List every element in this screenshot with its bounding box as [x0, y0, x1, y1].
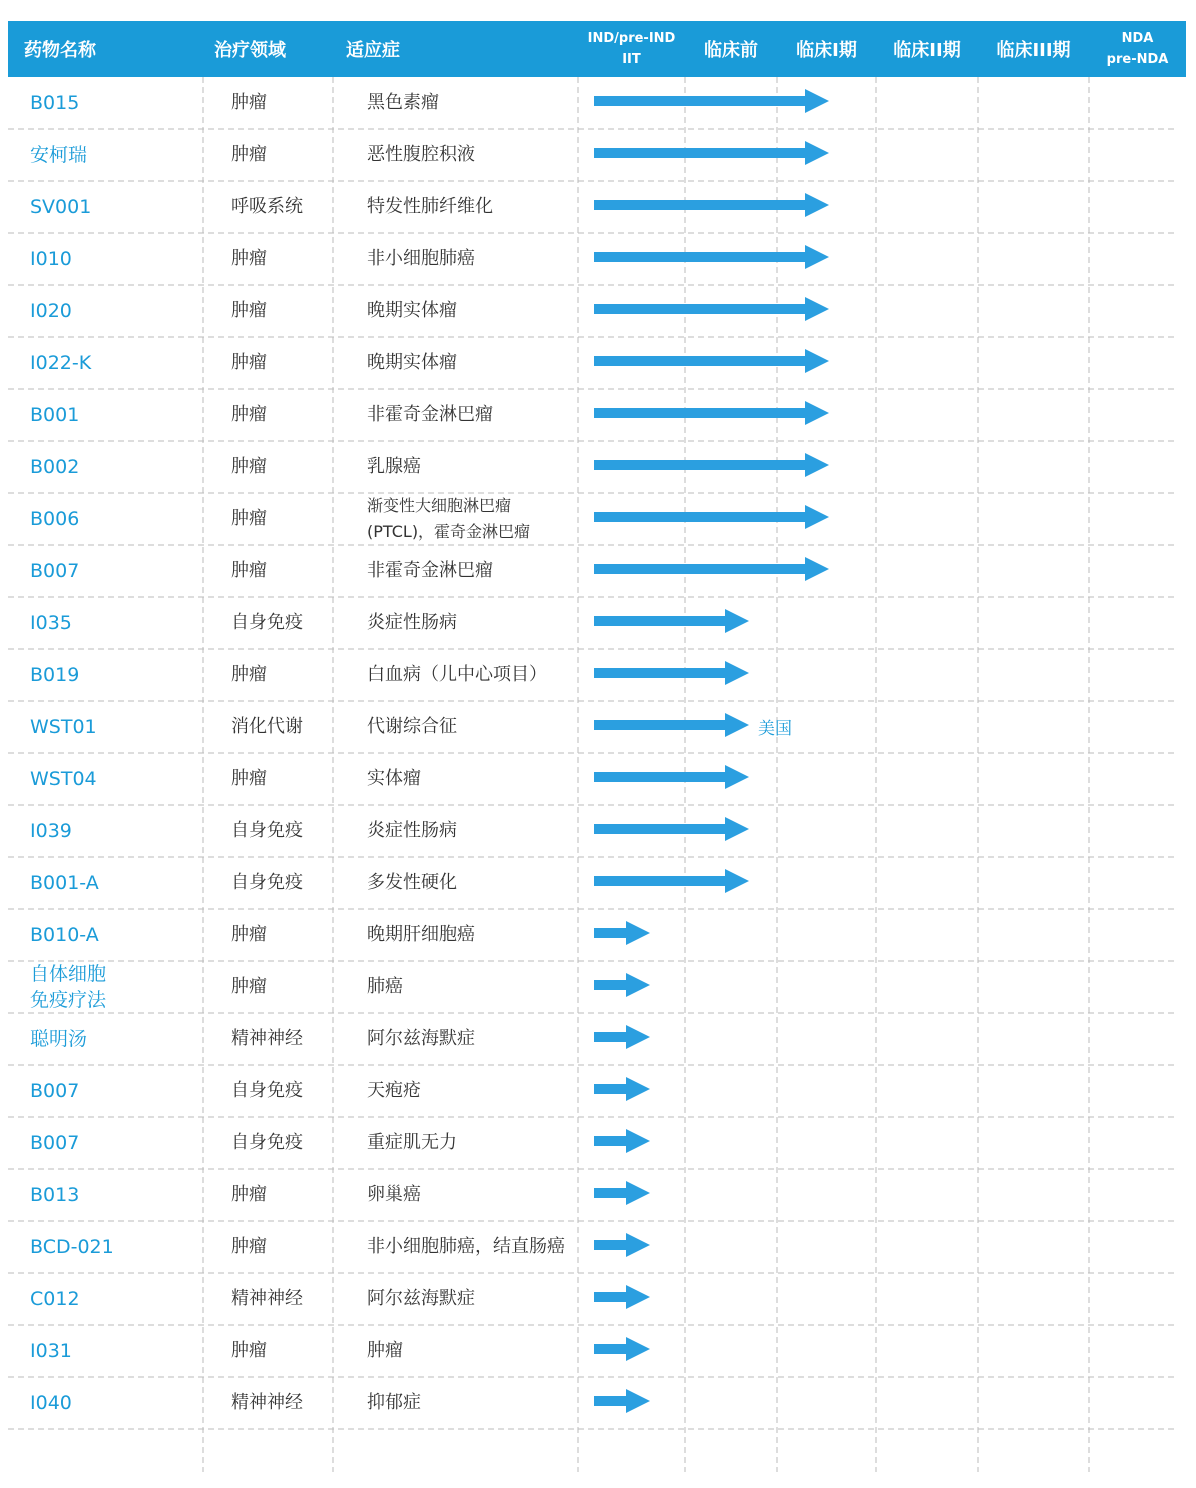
- therapeutic-area-cell: 肿瘤: [231, 1340, 267, 1361]
- stage-arrow: [594, 349, 829, 373]
- stage-arrow: [594, 609, 749, 633]
- stage-arrow: [594, 401, 829, 425]
- indication-cell: 天疱疮: [367, 1080, 421, 1101]
- indication-cell: 非霍奇金淋巴瘤: [367, 404, 493, 425]
- therapeutic-area-cell: 自身免疫: [231, 612, 303, 633]
- region-note: 美国: [758, 719, 792, 739]
- stage-arrow: [594, 1129, 650, 1153]
- drug-name-cell: WST04: [30, 768, 97, 790]
- stage-arrow: [594, 193, 829, 217]
- stage-preclinical-header: 临床前: [704, 40, 758, 61]
- stage-arrow: [594, 453, 829, 477]
- indication-cell: 乳腺癌: [367, 456, 421, 477]
- drug-name-cell: B001-A: [30, 872, 99, 894]
- indication-cell: 肺癌: [367, 976, 403, 997]
- therapeutic-area-cell: 精神神经: [231, 1392, 303, 1413]
- therapeutic-area-cell: 自身免疫: [231, 1080, 303, 1101]
- therapeutic-area-cell: 肿瘤: [231, 144, 267, 165]
- stage-arrow: [594, 1181, 650, 1205]
- drug-name-cell: B013: [30, 1184, 80, 1206]
- indication-cell: 炎症性肠病: [367, 612, 457, 633]
- drug-name-cell: B007: [30, 560, 80, 582]
- drug-name-cell: I031: [30, 1340, 72, 1362]
- drug-name-cell: B001: [30, 404, 80, 426]
- therapeutic-area-cell: 呼吸系统: [231, 196, 303, 217]
- therapeutic-area-cell: 肿瘤: [231, 560, 267, 581]
- stage-arrow: [594, 1025, 650, 1049]
- stage-arrow: [594, 557, 829, 581]
- indication-cell: 炎症性肠病: [367, 820, 457, 841]
- therapeutic-area-cell: 肿瘤: [231, 1184, 267, 1205]
- stage-arrow: [594, 973, 650, 997]
- stage-arrow: [594, 1233, 650, 1257]
- stage-arrow: [594, 297, 829, 321]
- therapeutic-area-cell: 肿瘤: [231, 768, 267, 789]
- indication-cell: 晚期肝细胞癌: [367, 924, 475, 945]
- col-drug-name-header: 药物名称: [24, 40, 96, 61]
- stage-arrow: [594, 765, 749, 789]
- drug-name-cell: SV001: [30, 196, 92, 218]
- indication-cell: 黑色素瘤: [367, 92, 439, 113]
- indication-cell: 渐变性大细胞淋巴瘤 (PTCL)，霍奇金淋巴瘤: [367, 496, 531, 541]
- stage-arrow: [594, 713, 749, 737]
- therapeutic-area-cell: 肿瘤: [231, 924, 267, 945]
- therapeutic-area-cell: 肿瘤: [231, 508, 267, 529]
- drug-name-cell: B010-A: [30, 924, 99, 946]
- drug-name-cell: C012: [30, 1288, 80, 1310]
- drug-name-cell: B007: [30, 1132, 80, 1154]
- therapeutic-area-cell: 消化代谢: [231, 716, 303, 737]
- stage-arrow: [594, 1337, 650, 1361]
- drug-name-cell: B006: [30, 508, 80, 530]
- therapeutic-area-cell: 肿瘤: [231, 1236, 267, 1257]
- drug-name-cell: B019: [30, 664, 80, 686]
- indication-cell: 肿瘤: [367, 1340, 403, 1361]
- stage-nda-header: NDA pre-NDA: [1106, 31, 1169, 67]
- therapeutic-area-cell: 肿瘤: [231, 664, 267, 685]
- indication-cell: 晚期实体瘤: [367, 352, 457, 373]
- stage-phase1-header: 临床I期: [796, 40, 857, 61]
- stage-arrow: [594, 817, 749, 841]
- stage-phase2-header: 临床II期: [893, 40, 961, 61]
- stage-ind-header: IND/pre-IND IIT: [587, 31, 676, 67]
- therapeutic-area-cell: 肿瘤: [231, 404, 267, 425]
- drug-name-cell: 安柯瑞: [30, 144, 88, 166]
- drug-name-cell: I039: [30, 820, 72, 842]
- indication-cell: 抑郁症: [367, 1392, 421, 1413]
- drug-name-cell: 自体细胞 免疫疗法: [30, 963, 107, 1011]
- therapeutic-area-cell: 肿瘤: [231, 352, 267, 373]
- therapeutic-area-cell: 精神神经: [231, 1028, 303, 1049]
- drug-name-cell: WST01: [30, 716, 97, 738]
- therapeutic-area-cell: 肿瘤: [231, 456, 267, 477]
- stage-arrow: [594, 1077, 650, 1101]
- stage-arrow: [594, 89, 829, 113]
- stage-arrow: [594, 1285, 650, 1309]
- drug-name-cell: 聪明汤: [30, 1028, 88, 1050]
- indication-cell: 特发性肺纤维化: [367, 196, 493, 217]
- col-indication-header: 适应症: [346, 40, 400, 61]
- therapeutic-area-cell: 自身免疫: [231, 820, 303, 841]
- indication-cell: 非小细胞肺癌，结直肠癌: [367, 1236, 565, 1257]
- indication-cell: 恶性腹腔积液: [367, 144, 475, 165]
- stage-arrow: [594, 1389, 650, 1413]
- indication-cell: 阿尔兹海默症: [367, 1288, 475, 1309]
- drug-name-cell: I020: [30, 300, 72, 322]
- stage-arrow: [594, 505, 829, 529]
- indication-cell: 代谢综合征: [367, 716, 457, 737]
- therapeutic-area-cell: 精神神经: [231, 1288, 303, 1309]
- indication-cell: 阿尔兹海默症: [367, 1028, 475, 1049]
- therapeutic-area-cell: 肿瘤: [231, 92, 267, 113]
- therapeutic-area-cell: 自身免疫: [231, 872, 303, 893]
- indication-cell: 多发性硬化: [367, 872, 457, 893]
- drug-name-cell: I035: [30, 612, 72, 634]
- stage-arrow: [594, 661, 749, 685]
- drug-name-cell: B002: [30, 456, 80, 478]
- indication-cell: 重症肌无力: [367, 1132, 457, 1153]
- drug-name-cell: BCD-021: [30, 1236, 114, 1258]
- indication-cell: 非小细胞肺癌: [367, 248, 475, 269]
- col-therapeutic-area-header: 治疗领域: [214, 40, 286, 61]
- stage-arrow: [594, 921, 650, 945]
- indication-cell: 白血病（儿中心项目）: [367, 664, 547, 685]
- drug-name-cell: B015: [30, 92, 80, 114]
- drug-name-cell: B007: [30, 1080, 80, 1102]
- stage-arrow: [594, 141, 829, 165]
- stage-phase3-header: 临床III期: [996, 40, 1071, 61]
- indication-cell: 实体瘤: [367, 768, 421, 789]
- drug-name-cell: I040: [30, 1392, 72, 1414]
- drug-name-cell: I010: [30, 248, 72, 270]
- stage-arrow: [594, 245, 829, 269]
- therapeutic-area-cell: 肿瘤: [231, 300, 267, 321]
- indication-cell: 非霍奇金淋巴瘤: [367, 560, 493, 581]
- drug-name-cell: I022-K: [30, 352, 92, 374]
- indication-cell: 晚期实体瘤: [367, 300, 457, 321]
- indication-cell: 卵巢癌: [367, 1184, 421, 1205]
- therapeutic-area-cell: 自身免疫: [231, 1132, 303, 1153]
- therapeutic-area-cell: 肿瘤: [231, 976, 267, 997]
- stage-arrow: [594, 869, 749, 893]
- therapeutic-area-cell: 肿瘤: [231, 248, 267, 269]
